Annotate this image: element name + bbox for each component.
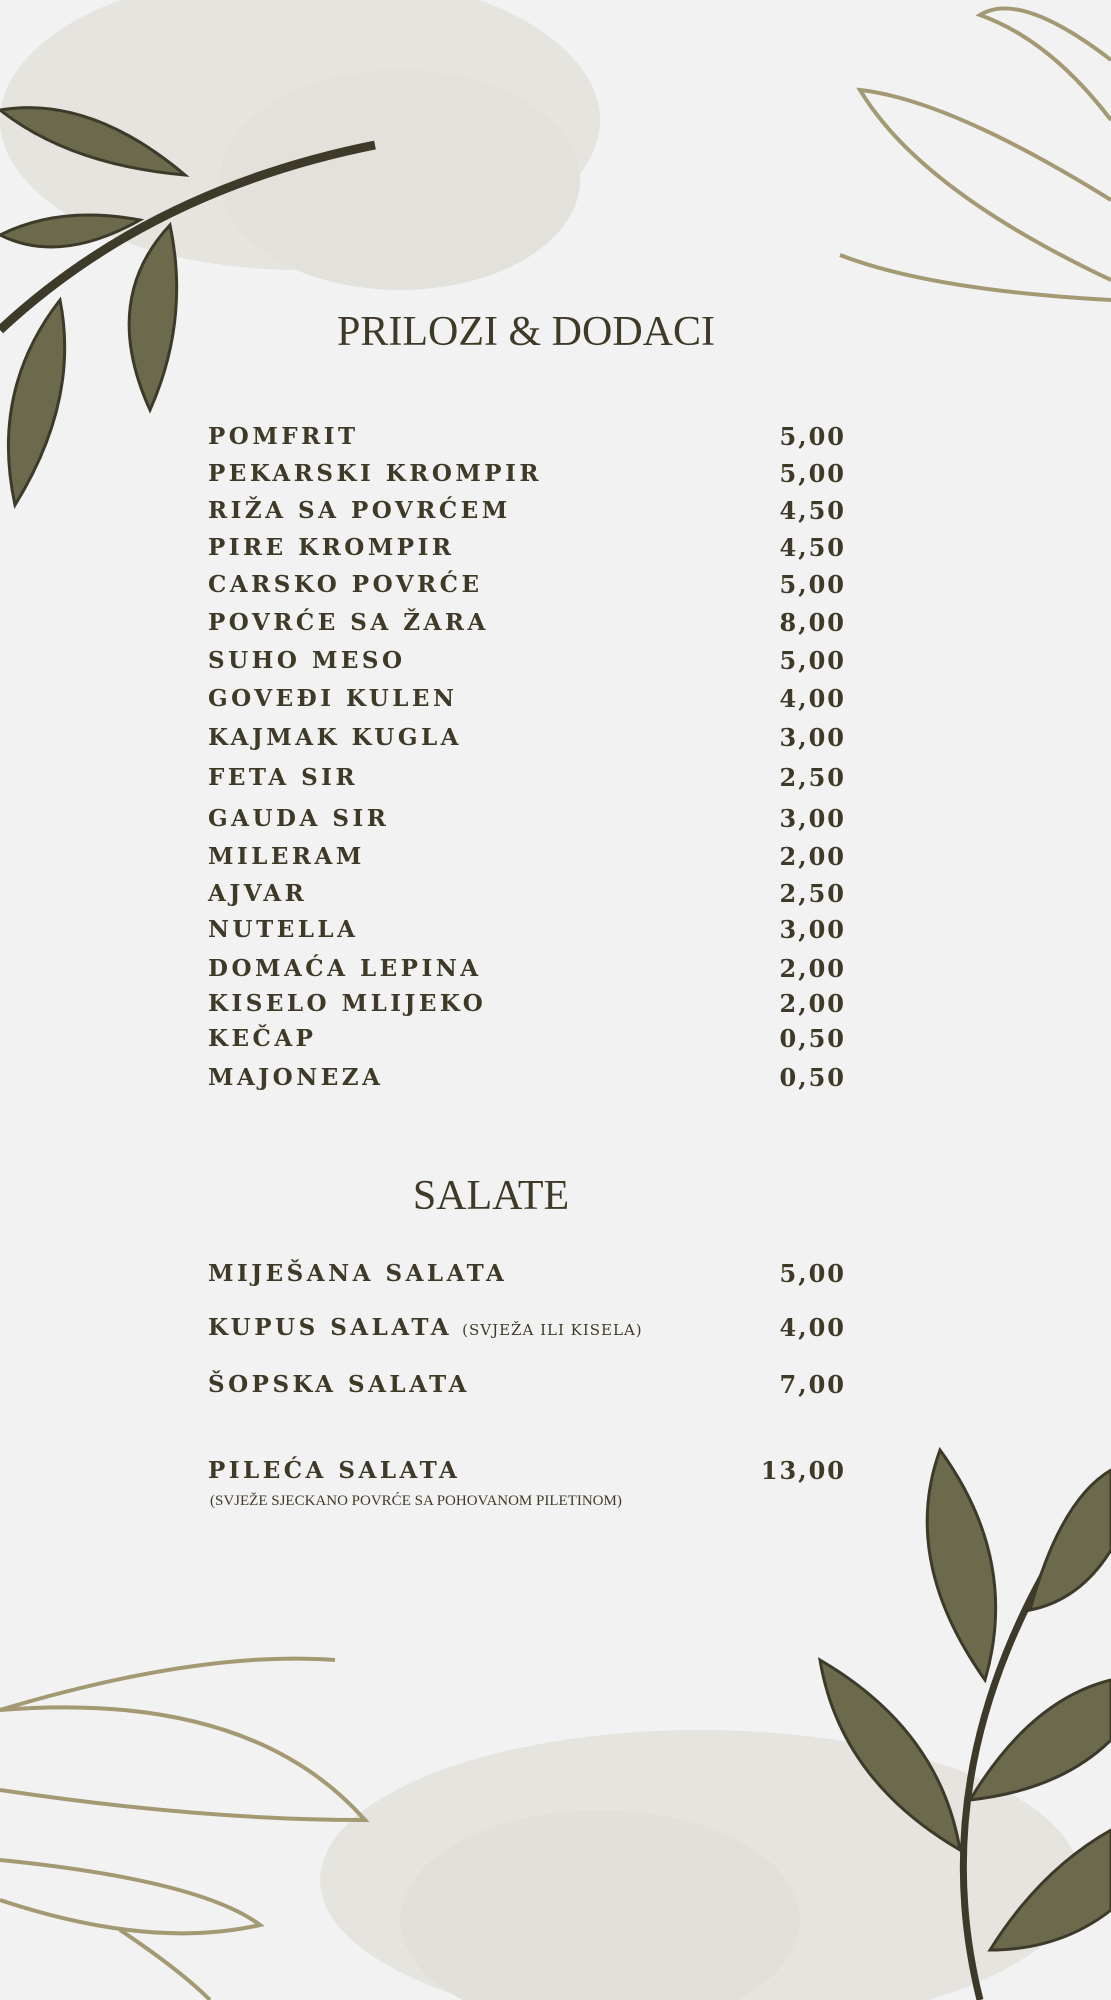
item-name-text: KISELO MLIJEKO xyxy=(208,990,487,1017)
item-name xyxy=(208,1259,507,1289)
item-name-text: POVRĆE SA ŽARA xyxy=(208,609,489,636)
item-name-text: PIRE KROMPIR xyxy=(208,534,455,561)
menu-item xyxy=(208,1024,846,1054)
item-price: 4,00 xyxy=(779,1313,846,1342)
item-name-text: ŠOPSKA SALATA xyxy=(208,1371,470,1398)
item-name xyxy=(208,1456,460,1486)
menu-item xyxy=(208,533,846,563)
item-name-text: DOMAĆA LEPINA xyxy=(208,955,482,982)
item-name xyxy=(208,533,454,563)
item-price: 2,50 xyxy=(779,763,846,792)
menu-item xyxy=(208,1370,846,1400)
item-name xyxy=(208,1063,383,1093)
gold-line-top-right-icon xyxy=(840,8,1111,300)
item-price: 2,50 xyxy=(779,879,846,908)
item-price: 3,00 xyxy=(779,915,846,944)
item-name-text: MILERAM xyxy=(208,843,365,870)
menu-item xyxy=(208,1456,846,1509)
item-price: 4,50 xyxy=(779,496,846,525)
item-price: 5,00 xyxy=(779,422,846,451)
gold-line-bottom-left-icon xyxy=(0,1659,365,2000)
item-name-text: FETA SIR xyxy=(208,764,359,791)
item-price: 5,00 xyxy=(779,646,846,675)
item-name xyxy=(208,496,511,526)
menu-item xyxy=(208,989,846,1019)
menu-item xyxy=(208,954,846,984)
item-price: 5,00 xyxy=(779,459,846,488)
menu-item xyxy=(208,915,846,945)
item-price: 13,00 xyxy=(760,1456,846,1485)
item-price: 3,00 xyxy=(779,723,846,752)
item-name-text: KAJMAK KUGLA xyxy=(208,724,462,751)
menu-item xyxy=(208,879,846,909)
item-price: 0,50 xyxy=(779,1024,846,1053)
menu-item xyxy=(208,684,846,714)
item-price: 3,00 xyxy=(779,804,846,833)
item-name-text: POMFRIT xyxy=(208,423,359,450)
item-name xyxy=(208,1370,470,1400)
item-name xyxy=(208,1313,643,1345)
item-price: 5,00 xyxy=(779,1259,846,1288)
menu-item xyxy=(208,459,846,489)
section-title-prilozi: PRILOZI & DODACI xyxy=(337,309,715,355)
item-price: 2,00 xyxy=(779,989,846,1018)
item-name xyxy=(208,1024,316,1054)
menu-item xyxy=(208,842,846,872)
menu-item xyxy=(208,646,846,676)
item-name xyxy=(208,570,483,600)
item-name xyxy=(208,989,486,1019)
item-name-text: MIJEŠANA SALATA xyxy=(208,1260,508,1287)
item-name xyxy=(208,842,365,872)
item-price: 5,00 xyxy=(779,570,846,599)
menu-item xyxy=(208,723,846,753)
item-name-text: SUHO MESO xyxy=(208,647,406,674)
menu-item xyxy=(208,608,846,638)
menu-item xyxy=(208,1259,846,1289)
item-name xyxy=(208,646,406,676)
item-price: 7,00 xyxy=(779,1370,846,1399)
item-name-text: GAUDA SIR xyxy=(208,805,390,832)
item-name-text: AJVAR xyxy=(208,880,308,907)
menu-item xyxy=(208,570,846,600)
item-name xyxy=(208,723,462,753)
item-name-text: PEKARSKI KROMPIR xyxy=(208,460,542,487)
item-price: 0,50 xyxy=(779,1063,846,1092)
item-name-text: NUTELLA xyxy=(208,916,359,943)
menu-item xyxy=(208,1063,846,1093)
item-name-text: RIŽA SA POVRĆEM xyxy=(208,497,511,524)
item-price: 4,50 xyxy=(779,533,846,562)
item-name-text: KEČAP xyxy=(208,1025,317,1052)
item-note: (SVJEŽA ILI KISELA) xyxy=(462,1321,643,1339)
item-name xyxy=(208,459,542,489)
menu-item xyxy=(208,804,846,834)
item-price: 2,00 xyxy=(779,842,846,871)
item-price: 8,00 xyxy=(779,608,846,637)
item-name xyxy=(208,804,389,834)
menu-item xyxy=(208,763,846,793)
item-name-text: CARSKO POVRĆE xyxy=(208,571,483,598)
item-name-text: GOVEĐI KULEN xyxy=(208,685,458,712)
item-price: 2,00 xyxy=(779,954,846,983)
item-name xyxy=(208,422,359,452)
menu-item xyxy=(208,496,846,526)
item-name xyxy=(208,879,307,909)
item-name xyxy=(208,608,489,638)
item-name xyxy=(208,763,358,793)
item-name xyxy=(208,684,457,714)
section-title-salate: SALATE xyxy=(412,1173,570,1219)
item-name-text: KUPUS SALATA xyxy=(208,1314,453,1341)
item-description: (SVJEŽE SJECKANO POVRĆE SA POHOVANOM PILETINOM) xyxy=(210,1493,622,1509)
item-name-text: MAJONEZA xyxy=(208,1064,384,1091)
item-name xyxy=(208,954,482,984)
menu-item xyxy=(208,1313,846,1343)
item-name xyxy=(208,915,358,945)
menu-item xyxy=(208,422,846,452)
item-name-text: PILEĆA SALATA xyxy=(208,1457,461,1484)
item-price: 4,00 xyxy=(779,684,846,713)
